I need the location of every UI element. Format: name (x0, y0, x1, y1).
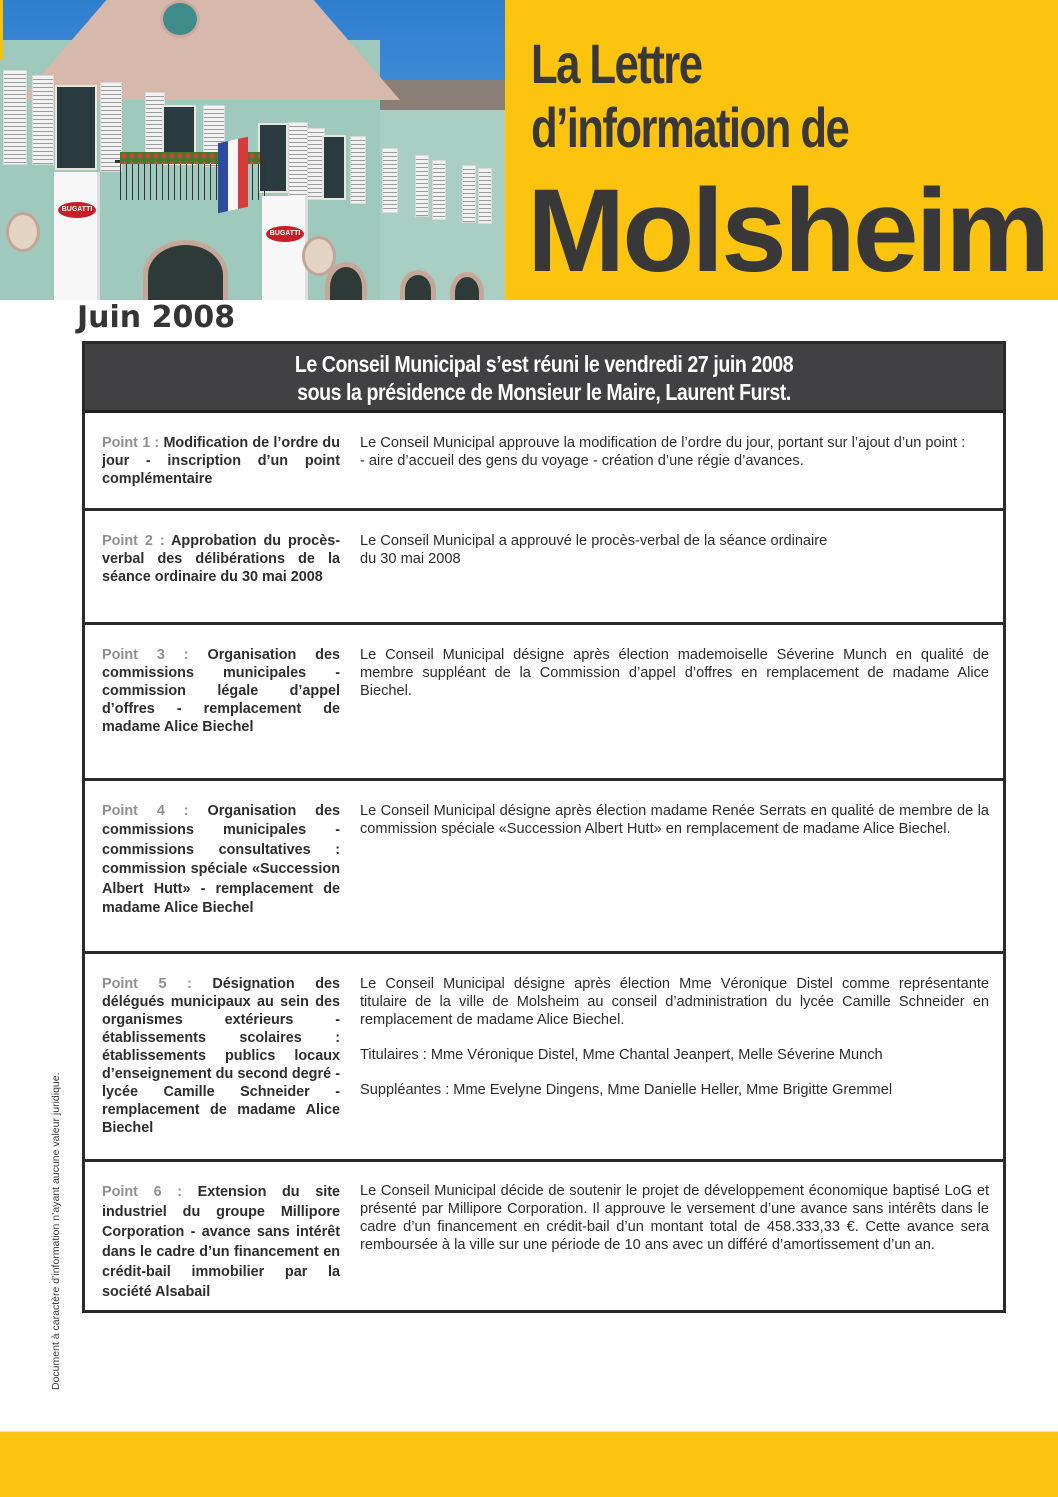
titulaires-list: Titulaires : Mme Véronique Distel, Mme Chantal Jeanpert, Melle Séverine Munch (360, 1047, 883, 1063)
agenda-row (85, 954, 1003, 1162)
agenda-subject (102, 646, 340, 778)
bugatti-banner (54, 172, 100, 300)
photo-shutter (382, 148, 398, 213)
decision-paragraph: - aire d’accueil des gens du voyage - création d’une régie d’avances. (360, 453, 804, 469)
decision-text (360, 1182, 989, 1310)
issue-date: Juin 2008 (77, 300, 236, 335)
photo-window (322, 135, 346, 200)
point-label: Point 3 : (102, 647, 208, 663)
point-label: Point 2 : (102, 533, 172, 549)
photo-shutter (3, 70, 27, 165)
minutes-heading-line2: sous la présidence de Monsieur le Maire, Laurent Furst. (297, 379, 791, 405)
decision-text (360, 532, 989, 622)
photo-shutter (100, 82, 122, 172)
photo-shutter (32, 75, 54, 165)
point-label: Point 1 : (102, 435, 164, 451)
minutes-heading-line1: Le Conseil Municipal s’est réuni le vendredi 27 juin 2008 (294, 351, 794, 377)
point-title: Désignation des délégués municipaux au sein des organismes extérieurs - établissements scolaires : établissements publics locaux d’enseignement du second degré - lycée Camille Schneider - remplacement de madame Alice Biechel (102, 976, 340, 1136)
photo-window (55, 85, 97, 170)
agenda-row (85, 781, 1003, 954)
agenda-subject (102, 802, 340, 951)
decision-paragraph: Le Conseil Municipal désigne après élection mademoiselle Séverine Munch en qualité de membre suppléant de la Commission d’appel d’offres en remplacement de madame Alice Biechel. (360, 647, 989, 699)
point-label: Point 5 : (102, 976, 213, 992)
decision-paragraph: Le Conseil Municipal désigne après élection Mme Véronique Distel comme représentante titulaire de la ville de Molsheim au conseil d’administration du lycée Camille Schneider en remplacement de madame Alice Biechel. (360, 976, 989, 1028)
decision-paragraph: Le Conseil Municipal a approuvé le procès-verbal de la séance ordinaire (360, 533, 828, 549)
point-label: Point 4 : (102, 803, 208, 819)
decision-paragraph: Le Conseil Municipal décide de soutenir le projet de développement économique baptisé LoG et présenté par Millipore Corporation. Il approuve le versement d’une avance sans intérêts dans le cadre d’un financement en crédit-bail d’un montant total de 458.333,33 €. Cette avance sera remboursée à la ville sur une période de 10 ans avec un différé d’amortissement d’un an. (360, 1183, 989, 1253)
minutes-heading (85, 344, 1003, 413)
agenda-row (85, 413, 1003, 511)
agenda-row (85, 1162, 1003, 1310)
decision-text (360, 802, 989, 951)
point-title: Approbation du procès-verbal des délibérations de la séance ordinaire du 30 mai 2008 (102, 533, 340, 585)
photo-shutter (478, 168, 492, 224)
agenda-subject (102, 532, 340, 622)
bugatti-banner (262, 196, 308, 300)
point-title: Organisation des commissions municipales - commissions consultatives : commission spéciale «Succession Albert Hutt» - remplacement de madame Alice Biechel (102, 803, 340, 917)
point-title: Organisation des commissions municipales - commission légale d’appel d’offres - remplacement de madame Alice Biechel (102, 647, 340, 735)
bugatti-logo: BUGATTI (266, 226, 304, 242)
photo-shutter (350, 136, 366, 204)
agenda-subject (102, 975, 340, 1159)
decision-paragraph: Le Conseil Municipal désigne après élection madame Renée Serrats en qualité de membre de la commission spéciale «Succession Albert Hutt» en remplacement de madame Alice Biechel. (360, 803, 989, 837)
french-flag-icon (218, 137, 248, 213)
clock-icon (160, 0, 200, 38)
decision-text (360, 434, 989, 508)
town-hall-photo (0, 0, 505, 300)
photo-shutter (432, 160, 446, 220)
suppleantes-list: Suppléantes : Mme Evelyne Dingens, Mme Danielle Heller, Mme Brigitte Gremmel (360, 1082, 893, 1098)
photo-edge (0, 0, 3, 60)
photo-shutter (462, 165, 476, 223)
masthead-city-name: Molsheim (527, 165, 1048, 297)
agenda-subject (102, 1182, 340, 1310)
agenda-subject (102, 434, 340, 508)
masthead-title-line2: d’information de (531, 96, 849, 159)
decision-text (360, 646, 989, 778)
bugatti-logo: BUGATTI (58, 202, 96, 218)
decision-paragraph: Le Conseil Municipal approuve la modification de l’ordre du jour, portant sur l’ajout d’un point : (360, 435, 966, 451)
agenda-row (85, 625, 1003, 781)
point-title: Extension du site industriel du groupe Millipore Corporation - avance sans intérêt dans le cadre d’un financement en crédit-bail immobilier par la société Alsabail (102, 1184, 340, 1300)
photo-medallion (6, 212, 40, 252)
legal-disclaimer: Document à caractère d’information n’ayant aucune valeur juridique. (50, 1072, 62, 1390)
decision-text (360, 975, 989, 1159)
footer-band (0, 1431, 1058, 1497)
photo-shutter (288, 122, 308, 197)
photo-shutter (415, 155, 429, 217)
agenda-row (85, 511, 1003, 625)
council-minutes-table (82, 341, 1006, 1313)
decision-paragraph: du 30 mai 2008 (360, 551, 461, 567)
masthead-title-line1: La Lettre (531, 32, 702, 95)
point-title: Modification de l’ordre du jour - inscription d’un point complémentaire (102, 435, 340, 487)
masthead (505, 0, 1058, 300)
point-label: Point 6 : (102, 1184, 198, 1200)
